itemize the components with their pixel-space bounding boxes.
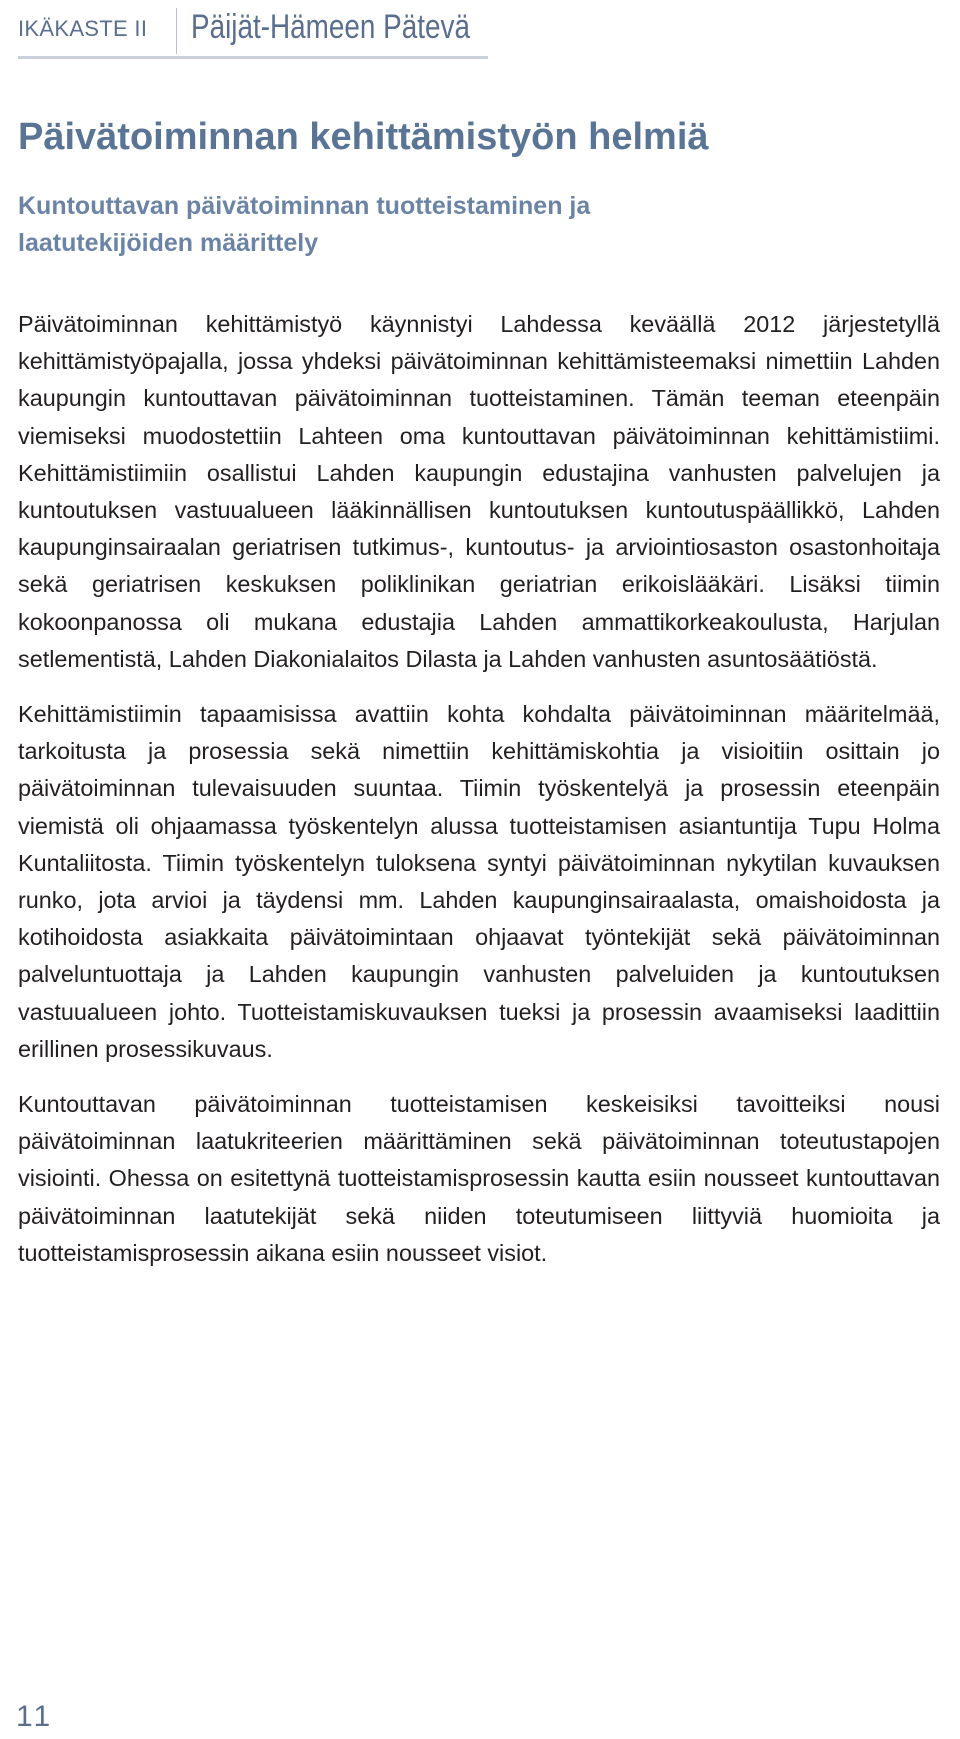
page-number: 11 <box>16 1700 54 1733</box>
body-paragraph: Kuntouttavan päivätoiminnan tuotteistamisen keskeisiksi tavoitteiksi nousi päivätoiminnan laatukriteerien määrittäminen sekä päivätoiminnan toteutustapojen visiointi. Ohessa on esitettynä tuotteistamisprosessin kautta esiin nousseet kuntouttavan päivätoiminnan laatutekijät sekä niiden toteutumiseen liittyviä huomioita ja tuotteistamisprosessin aikana esiin nousseet visiot. <box>18 1091 940 1266</box>
page-header <box>18 8 488 58</box>
article-subtitle: Kuntouttavan päivätoiminnan tuotteistaminen ja laatutekijöiden määrittely <box>18 192 591 257</box>
header-rule <box>18 56 488 59</box>
series-label: IKÄKASTE II <box>18 16 148 41</box>
publication-title: Päijät-Hämeen Pätevä <box>191 8 470 46</box>
article-body <box>18 306 940 1290</box>
body-paragraph: Kehittämistiimin tapaamisissa avattiin kohta kohdalta päivätoiminnan määritelmää, tarkoitusta ja prosessia sekä nimettiin kehittämiskohtia ja visioitiin osittain jo päivätoiminnan tulevaisuuden suuntaa. Tiimin työskentelyä ja prosessin eteenpäin viemistä oli ohjaamassa työskentelyn alussa tuotteistamisen asiantuntija Tupu Holma Kuntaliitosta. Tiimin työskentelyn tuloksena syntyi päivätoiminnan nykytilan kuvauksen runko, jota arvioi ja täydensi mm. Lahden kaupunginsairaalasta, omaishoidosta ja kotihoidosta asiakkaita päivätoimintaan ohjaavat työntekijät sekä päivätoiminnan palveluntuottaja ja Lahden kaupungin vanhusten palveluiden ja kuntoutuksen vastuualueen johto. Tuotteistamiskuvauksen tueksi ja prosessin avaamiseksi laadittiin erillinen prosessikuvaus. <box>18 701 940 1062</box>
header-divider <box>176 8 177 54</box>
article-title: Päivätoiminnan kehittämistyön helmiä <box>18 116 709 158</box>
body-paragraph: Päivätoiminnan kehittämistyö käynnistyi Lahdessa keväällä 2012 järjestetyllä kehittämistyöpajalla, jossa yhdeksi päivätoiminnan kehittämisteemaksi nimettiin Lahden kaupungin kuntouttavan päivätoiminnan tuotteistaminen. Tämän teeman eteenpäin viemiseksi muodostettiin Lahteen oma kuntouttavan päivätoiminnan kehittämistiimi. Kehittämistiimiin osallistui Lahden kaupungin edustajina vanhusten palvelujen ja kuntoutuksen vastuualueen lääkinnällisen kuntoutuksen kuntoutuspäällikkö, Lahden kaupunginsairaalan geriatrisen tutkimus-, kuntoutus- ja arviointiosaston osastonhoitaja sekä geriatrisen keskuksen poliklinikan geriatrian erikoislääkäri. Lisäksi tiimin kokoonpanossa oli mukana edustajia Lahden ammattikorkeakoulusta, Harjulan setlementistä, Lahden Diakonialaitos Dilasta ja Lahden vanhusten asuntosäätiöstä. <box>18 311 940 672</box>
